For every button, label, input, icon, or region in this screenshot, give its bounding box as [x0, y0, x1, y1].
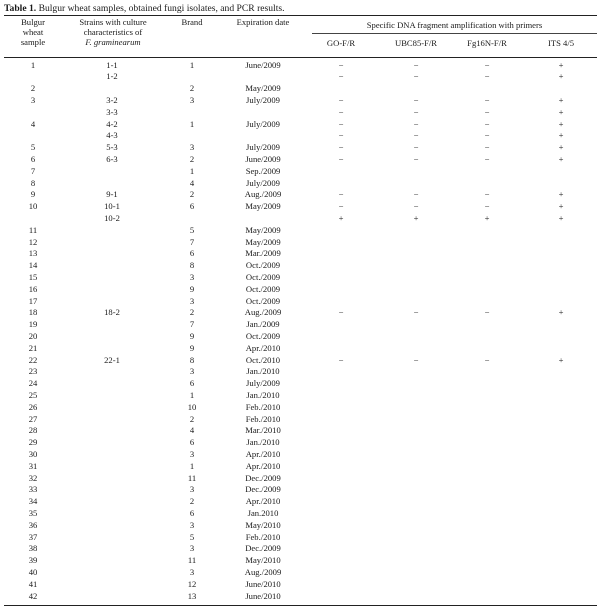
cell-sample: 11 [28, 224, 38, 235]
cell-brand: 2 [189, 496, 195, 507]
cell-sample: 4 [30, 118, 36, 129]
cell-exp: June/2009 [245, 153, 281, 164]
cell-exp: Oct./2009 [245, 283, 281, 294]
cell-brand: 3 [189, 519, 195, 530]
cell-ubc: + [413, 212, 419, 223]
cell-sample: 38 [28, 543, 38, 554]
table-caption-label: Table 1. [4, 3, 37, 14]
cell-exp: June/2010 [245, 590, 281, 601]
cell-exp: Feb./2010 [245, 401, 281, 412]
cell-sample: 9 [30, 189, 36, 200]
cell-brand: 8 [189, 260, 195, 271]
cell-strain: 1-1 [106, 59, 118, 70]
cell-brand: 2 [189, 413, 195, 424]
cell-exp: Jan./2010 [246, 389, 280, 400]
cell-brand: 2 [189, 189, 195, 200]
cell-brand: 5 [189, 531, 195, 542]
cell-ubc: − [413, 106, 419, 117]
cell-exp: Dec./2009 [245, 472, 281, 483]
cell-brand: 9 [189, 330, 195, 341]
cell-brand: 2 [189, 83, 195, 94]
cell-strain: 3-3 [106, 106, 118, 117]
cell-sample: 37 [28, 531, 38, 542]
cell-its: + [558, 142, 564, 153]
cell-exp: Apr./2010 [245, 448, 281, 459]
cell-sample: 35 [28, 507, 38, 518]
cell-fg: − [484, 201, 490, 212]
cell-ubc: − [413, 307, 419, 318]
cell-exp: July/2009 [246, 94, 280, 105]
cell-sample: 42 [28, 590, 38, 601]
cell-exp: Aug./2009 [244, 307, 282, 318]
cell-sample: 26 [28, 401, 38, 412]
cell-sample: 34 [28, 496, 38, 507]
cell-exp: July/2009 [246, 378, 280, 389]
cell-fg: − [484, 189, 490, 200]
cell-fg: − [484, 94, 490, 105]
cell-brand: 7 [189, 319, 195, 330]
cell-sample: 6 [30, 153, 36, 164]
header-fg: Fg16N-F/R [467, 38, 507, 48]
cell-sample: 12 [28, 236, 38, 247]
cell-its: + [558, 307, 564, 318]
cell-ubc: − [413, 118, 419, 129]
cell-brand: 3 [189, 94, 195, 105]
cell-sample: 24 [28, 378, 38, 389]
cell-exp: Feb./2010 [245, 531, 281, 542]
cell-sample: 10 [28, 201, 38, 212]
cell-brand: 3 [189, 566, 195, 577]
cell-brand: 9 [189, 283, 195, 294]
header-rule [4, 57, 597, 58]
cell-exp: July/2009 [246, 142, 280, 153]
header-ubc: UBC85-F/R [394, 38, 438, 48]
cell-sample: 29 [28, 437, 38, 448]
cell-exp: June/2010 [245, 578, 281, 589]
cell-sample: 20 [28, 330, 38, 341]
cell-its: + [558, 153, 564, 164]
cell-exp: May/2009 [245, 83, 281, 94]
cell-strain: 3-2 [106, 94, 118, 105]
cell-brand: 10 [187, 401, 197, 412]
header-strain [70, 17, 156, 48]
cell-go: − [338, 153, 344, 164]
cell-go: − [338, 71, 344, 82]
cell-brand: 11 [187, 472, 197, 483]
header-expiration: Expiration date [236, 17, 290, 27]
cell-brand: 2 [189, 307, 195, 318]
cell-brand: 3 [189, 366, 195, 377]
cell-brand: 4 [189, 425, 195, 436]
cell-exp: Jan./2010 [246, 437, 280, 448]
cell-brand: 5 [189, 224, 195, 235]
cell-exp: May/2010 [245, 519, 281, 530]
cell-brand: 1 [189, 118, 195, 129]
cell-its: + [558, 118, 564, 129]
cell-exp: Feb./2010 [245, 413, 281, 424]
cell-sample: 2 [30, 83, 36, 94]
cell-sample: 40 [28, 566, 38, 577]
cell-fg: − [484, 71, 490, 82]
cell-sample: 19 [28, 319, 38, 330]
header-go: GO-F/R [326, 38, 356, 48]
cell-strain: 6-3 [106, 153, 118, 164]
cell-go: − [338, 59, 344, 70]
cell-brand: 3 [189, 142, 195, 153]
cell-sample: 33 [28, 484, 38, 495]
cell-its: + [558, 94, 564, 105]
cell-its: + [558, 59, 564, 70]
cell-go: − [338, 307, 344, 318]
cell-exp: June/2009 [245, 59, 281, 70]
cell-sample: 23 [28, 366, 38, 377]
cell-brand: 3 [189, 295, 195, 306]
cell-brand: 3 [189, 271, 195, 282]
cell-strain: 1-2 [106, 71, 118, 82]
bottom-rule [4, 605, 597, 606]
cell-fg: − [484, 354, 490, 365]
cell-brand: 6 [189, 248, 195, 259]
cell-sample: 30 [28, 448, 38, 459]
table-caption-text: Bulgur wheat samples, obtained fungi isolates, and PCR results. [36, 3, 285, 14]
cell-sample: 41 [28, 578, 38, 589]
cell-brand: 8 [189, 354, 195, 365]
cell-brand: 9 [189, 342, 195, 353]
cell-brand: 12 [187, 578, 197, 589]
cell-sample: 22 [28, 354, 38, 365]
cell-sample: 39 [28, 555, 38, 566]
cell-sample: 1 [30, 59, 36, 70]
cell-strain: 18-2 [104, 307, 120, 318]
cell-ubc: − [413, 59, 419, 70]
cell-exp: Oct./2009 [245, 330, 281, 341]
cell-go: − [338, 118, 344, 129]
cell-sample: 3 [30, 94, 36, 105]
cell-brand: 1 [189, 165, 195, 176]
cell-exp: May/2009 [245, 224, 281, 235]
cell-brand: 6 [189, 437, 195, 448]
cell-exp: Apr./2010 [245, 496, 281, 507]
cell-exp: May/2010 [245, 555, 281, 566]
cell-sample: 36 [28, 519, 38, 530]
cell-exp: Sep./2009 [245, 165, 281, 176]
cell-exp: Jan./2009 [246, 319, 280, 330]
cell-brand: 13 [187, 590, 197, 601]
cell-sample: 27 [28, 413, 38, 424]
cell-sample: 21 [28, 342, 38, 353]
header-strain-species: F. graminearum [85, 37, 141, 48]
cell-brand: 11 [187, 555, 197, 566]
header-strain-line2: characteristics of [83, 27, 143, 38]
cell-its: + [558, 130, 564, 141]
cell-fg: − [484, 153, 490, 164]
cell-sample: 16 [28, 283, 38, 294]
cell-brand: 6 [189, 201, 195, 212]
cell-go: + [338, 212, 344, 223]
cell-exp: July/2009 [246, 177, 280, 188]
cell-exp: Mar./2009 [245, 248, 281, 259]
cell-exp: Oct./2009 [245, 260, 281, 271]
cell-strain: 10-2 [104, 212, 120, 223]
cell-sample: 7 [30, 165, 36, 176]
cell-ubc: − [413, 201, 419, 212]
cell-ubc: − [413, 130, 419, 141]
cell-strain: 9-1 [106, 189, 118, 200]
cell-ubc: − [413, 354, 419, 365]
cell-go: − [338, 94, 344, 105]
cell-fg: − [484, 142, 490, 153]
cell-fg: − [484, 59, 490, 70]
cell-sample: 32 [28, 472, 38, 483]
cell-brand: 1 [189, 59, 195, 70]
cell-exp: July/2009 [246, 118, 280, 129]
cell-brand: 6 [189, 378, 195, 389]
cell-fg: − [484, 106, 490, 117]
cell-go: − [338, 354, 344, 365]
cell-sample: 17 [28, 295, 38, 306]
cell-strain: 22-1 [104, 354, 120, 365]
cell-exp: Aug./2009 [244, 189, 282, 200]
cell-its: + [558, 106, 564, 117]
cell-exp: Oct./2009 [245, 271, 281, 282]
cell-fg: − [484, 307, 490, 318]
cell-ubc: − [413, 142, 419, 153]
cell-its: + [558, 71, 564, 82]
cell-brand: 1 [189, 389, 195, 400]
cell-exp: Mar./2010 [245, 425, 281, 436]
header-sample [14, 17, 52, 48]
cell-go: − [338, 106, 344, 117]
cell-exp: Aug./2009 [244, 566, 282, 577]
header-its: ITS 4/5 [547, 38, 575, 48]
cell-its: + [558, 189, 564, 200]
cell-exp: May/2009 [245, 236, 281, 247]
cell-brand: 1 [189, 460, 195, 471]
cell-go: − [338, 130, 344, 141]
cell-sample: 28 [28, 425, 38, 436]
cell-sample: 8 [30, 177, 36, 188]
cell-exp: May/2009 [245, 201, 281, 212]
cell-ubc: − [413, 153, 419, 164]
cell-its: + [558, 201, 564, 212]
cell-brand: 7 [189, 236, 195, 247]
table-caption [4, 3, 285, 15]
cell-strain: 4-3 [106, 130, 118, 141]
cell-ubc: − [413, 71, 419, 82]
cell-strain: 5-3 [106, 142, 118, 153]
cell-brand: 3 [189, 448, 195, 459]
cell-ubc: − [413, 189, 419, 200]
cell-brand: 3 [189, 543, 195, 554]
cell-strain: 10-1 [104, 201, 120, 212]
cell-sample: 31 [28, 460, 38, 471]
cell-sample: 13 [28, 248, 38, 259]
header-sample-line2: wheat [22, 27, 44, 38]
cell-strain: 4-2 [106, 118, 118, 129]
cell-exp: Apr./2010 [245, 460, 281, 471]
header-strain-line1: Strains with culture [79, 17, 147, 27]
cell-go: − [338, 189, 344, 200]
cell-fg: − [484, 118, 490, 129]
cell-exp: Dec./2009 [245, 484, 281, 495]
cell-brand: 4 [189, 177, 195, 188]
cell-exp: Dec./2009 [245, 543, 281, 554]
cell-brand: 6 [189, 507, 195, 518]
cell-sample: 14 [28, 260, 38, 271]
cell-exp: Jan./2010 [246, 366, 280, 377]
cell-sample: 15 [28, 271, 38, 282]
primers-span-rule [312, 33, 597, 34]
header-sample-line3: sample [20, 37, 46, 48]
cell-its: + [558, 354, 564, 365]
cell-brand: 3 [189, 484, 195, 495]
header-primers-group: Specific DNA fragment amplification with primers [366, 20, 543, 30]
header-brand: Brand [181, 17, 203, 27]
cell-ubc: − [413, 94, 419, 105]
cell-fg: + [484, 212, 490, 223]
cell-sample: 25 [28, 389, 38, 400]
cell-exp: Apr./2010 [245, 342, 281, 353]
cell-go: − [338, 201, 344, 212]
cell-go: − [338, 142, 344, 153]
cell-exp: Oct./2009 [245, 295, 281, 306]
header-sample-line1: Bulgur [21, 17, 45, 27]
cell-its: + [558, 212, 564, 223]
cell-exp: Oct./2010 [245, 354, 281, 365]
cell-exp: Jan.2010 [247, 507, 279, 518]
cell-fg: − [484, 130, 490, 141]
cell-sample: 18 [28, 307, 38, 318]
cell-sample: 5 [30, 142, 36, 153]
cell-brand: 2 [189, 153, 195, 164]
